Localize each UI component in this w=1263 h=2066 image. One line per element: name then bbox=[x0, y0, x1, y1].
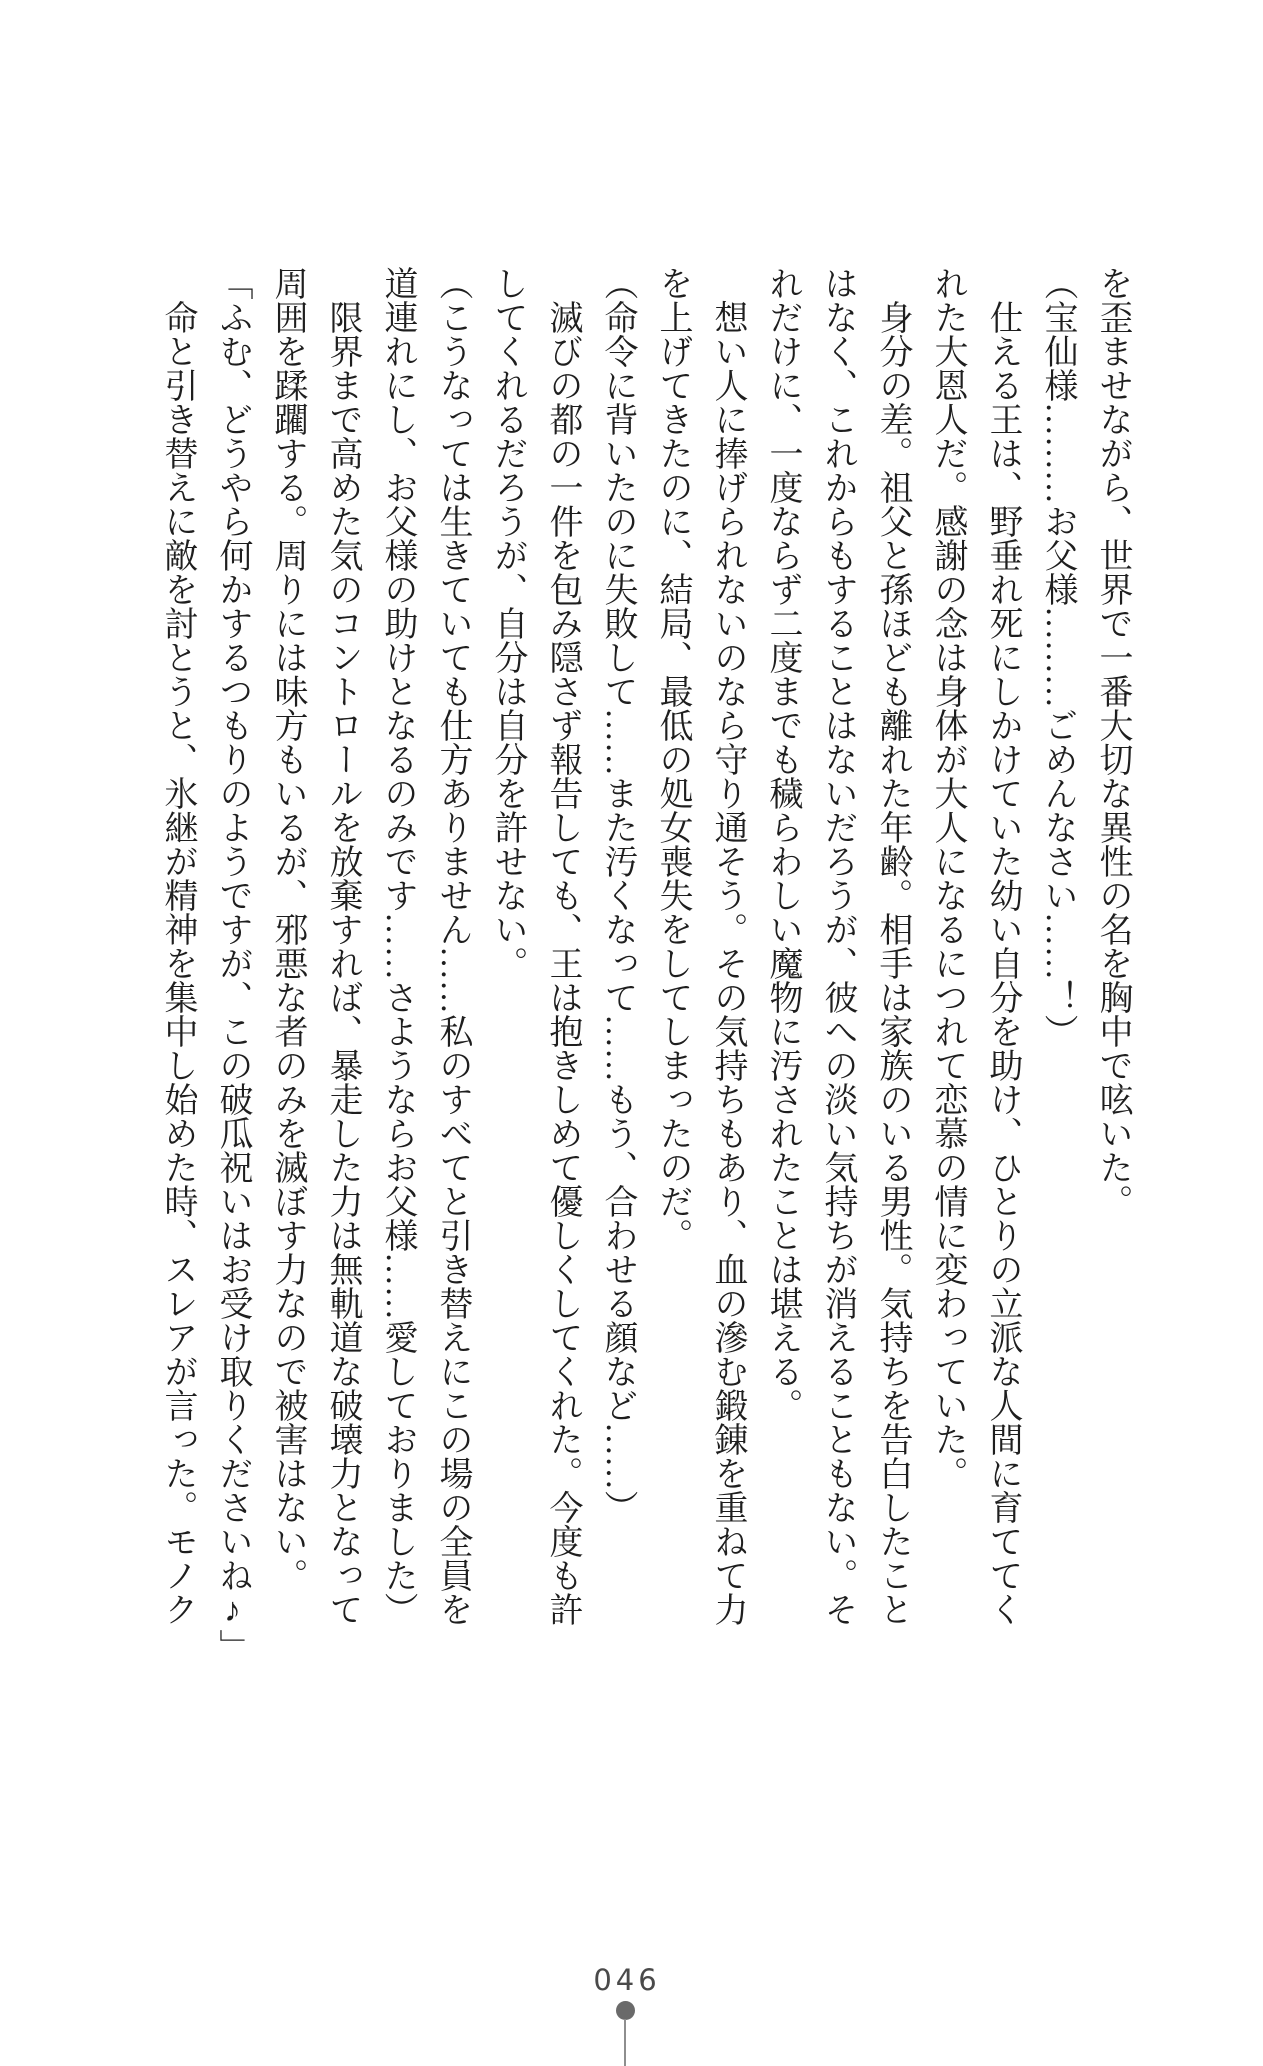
text-column: を上げてきたのに、結局、最低の処女喪失をしてしまったのだ。 bbox=[654, 266, 691, 1252]
text-column: 想い人に捧げられないのなら守り通そう。その気持ちもあり、血の滲む鍛錬を重ねて力 bbox=[709, 266, 746, 1626]
text-column: 命と引き替えに敵を討とうと、氷継が精神を集中し始めた時、スレアが言った。モノク bbox=[159, 266, 196, 1626]
text-column: してくれるだろうが、自分は自分を許せない。 bbox=[489, 266, 526, 980]
text-column: 「ふむ、どうやら何かするつもりのようですが、この破瓜祝いはお受け取りくださいね♪」 bbox=[214, 266, 251, 1663]
text-column: 仕える王は、野垂れ死にしかけていた幼い自分を助け、ひとりの立派な人間に育ててく bbox=[984, 266, 1021, 1626]
footer-line bbox=[624, 2019, 626, 2066]
text-column: 周囲を蹂躙する。周りには味方もいるが、邪悪な者のみを滅ぼす力なので被害はない。 bbox=[269, 266, 306, 1592]
text-column: れだけに、一度ならず二度までも穢らわしい魔物に汚されたことは堪える。 bbox=[764, 266, 801, 1422]
footer-dot bbox=[616, 2001, 635, 2020]
text-column: 限界まで高めた気のコントロールを放棄すれば、暴走した力は無軌道な破壊力となって bbox=[324, 266, 361, 1626]
text-column: 道連れにし、お父様の助けとなるのみです……さようならお父様……愛しておりました） bbox=[379, 266, 416, 1626]
text-column: はなく、これからもすることはないだろうが、彼への淡い気持ちが消えることもない。そ bbox=[819, 266, 856, 1626]
page-number: 046 bbox=[593, 1963, 661, 1997]
text-column: 身分の差。祖父と孫ほども離れた年齢。相手は家族のいる男性。気持ちを告白したこと bbox=[874, 266, 911, 1626]
text-columns bbox=[150, 266, 1140, 1666]
text-column: （宝仙様………お父様………ごめんなさい……！） bbox=[1039, 266, 1076, 1048]
text-column: 滅びの都の一件を包み隠さず報告しても、王は抱きしめて優しくしてくれた。今度も許 bbox=[544, 266, 581, 1626]
text-column: れた大恩人だ。感謝の念は身体が大人になるにつれて恋慕の情に変わっていた。 bbox=[929, 266, 966, 1490]
text-column: （命令に背いたのに失敗して……また汚くなって……もう、合わせる顔など……） bbox=[599, 266, 636, 1524]
text-column: （こうなっては生きていても仕方ありません……私のすべてと引き替えにこの場の全員を bbox=[434, 266, 471, 1626]
text-column: を歪ませながら、世界で一番大切な異性の名を胸中で呟いた。 bbox=[1094, 266, 1131, 1218]
